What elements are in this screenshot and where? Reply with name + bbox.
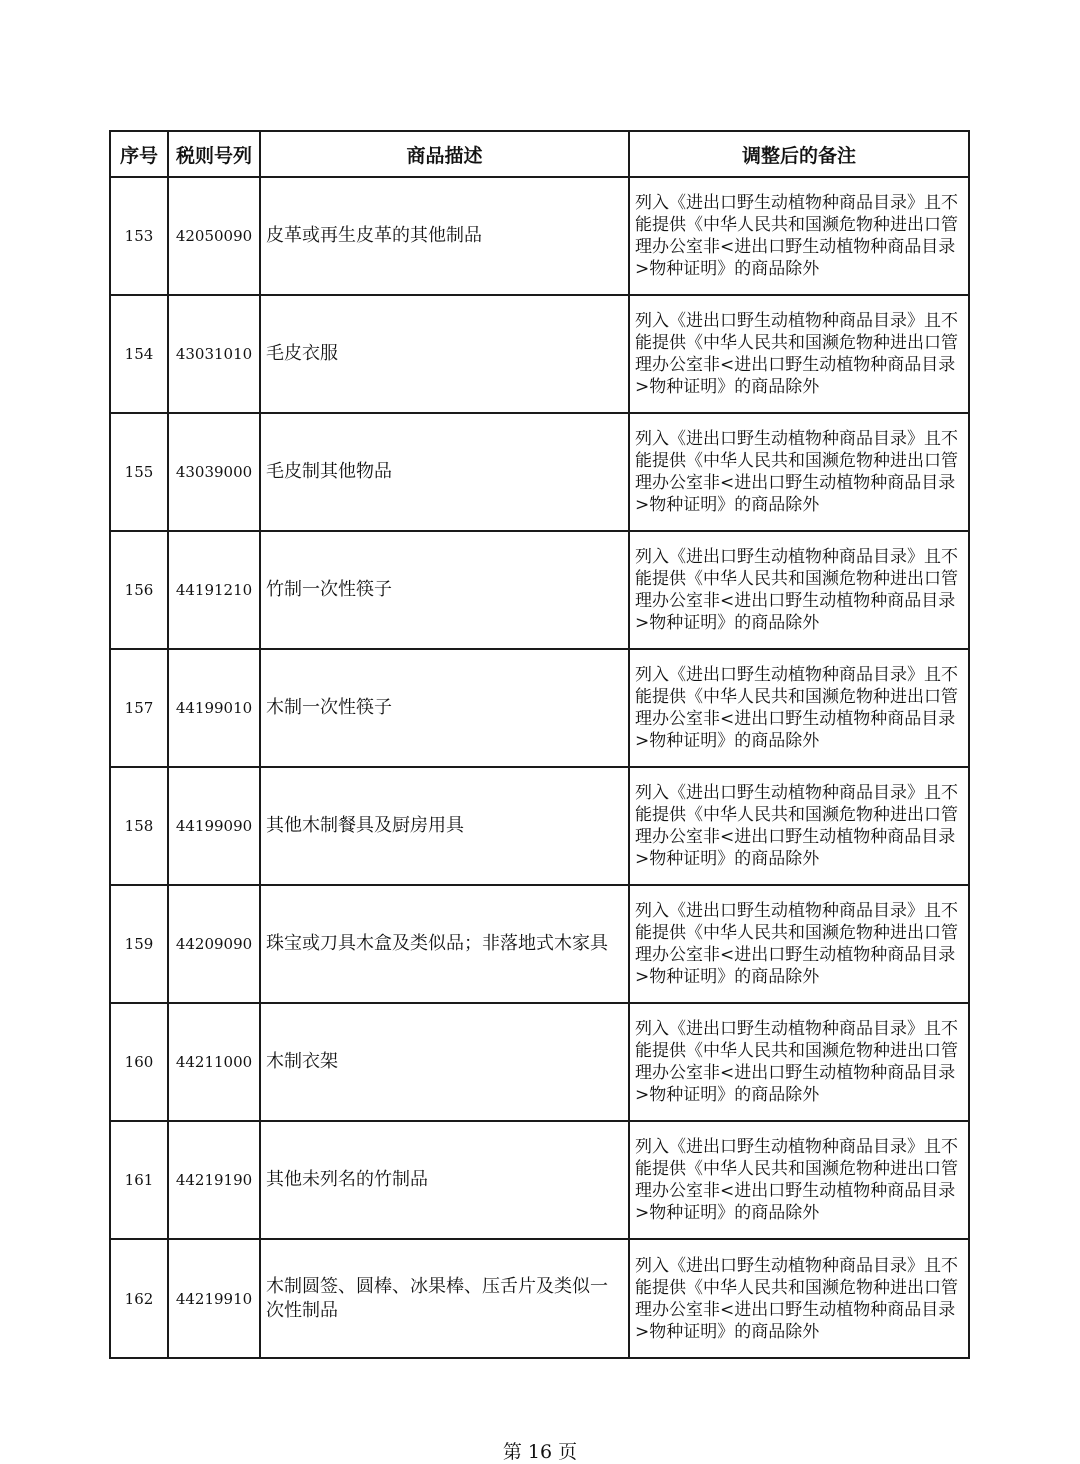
table-row: [110, 885, 969, 1003]
cell-desc: 木制衣架: [260, 1003, 629, 1121]
header-desc: 商品描述: [260, 131, 629, 177]
table-body: [110, 177, 969, 1358]
table-row: [110, 1121, 969, 1239]
cell-code: 44199010: [168, 649, 260, 767]
cell-code: 44211000: [168, 1003, 260, 1121]
cell-seq: 155: [110, 413, 168, 531]
cell-code: 44219910: [168, 1239, 260, 1358]
table-row: [110, 177, 969, 295]
cell-note: 列入《进出口野生动植物种商品目录》且不能提供《中华人民共和国濒危物种进出口管理办公室非<进出口野生动植物种商品目录>物种证明》的商品除外: [629, 885, 969, 1003]
table-row: [110, 295, 969, 413]
cell-seq: 161: [110, 1121, 168, 1239]
table-row: [110, 767, 969, 885]
cell-desc: 其他未列名的竹制品: [260, 1121, 629, 1239]
cell-seq: 154: [110, 295, 168, 413]
table-row: [110, 531, 969, 649]
cell-code: 44219190: [168, 1121, 260, 1239]
cell-note: 列入《进出口野生动植物种商品目录》且不能提供《中华人民共和国濒危物种进出口管理办公室非<进出口野生动植物种商品目录>物种证明》的商品除外: [629, 767, 969, 885]
cell-desc: 毛皮制其他物品: [260, 413, 629, 531]
page-number: 第 16 页: [502, 1441, 578, 1463]
cell-desc: 木制圆签、圆棒、冰果棒、压舌片及类似一次性制品: [260, 1239, 629, 1358]
table-header: [110, 131, 969, 177]
cell-seq: 160: [110, 1003, 168, 1121]
cell-seq: 153: [110, 177, 168, 295]
cell-desc: 竹制一次性筷子: [260, 531, 629, 649]
table-row: [110, 413, 969, 531]
cell-seq: 157: [110, 649, 168, 767]
cell-note: 列入《进出口野生动植物种商品目录》且不能提供《中华人民共和国濒危物种进出口管理办公室非<进出口野生动植物种商品目录>物种证明》的商品除外: [629, 649, 969, 767]
cell-desc: 皮革或再生皮革的其他制品: [260, 177, 629, 295]
header-code: 税则号列: [168, 131, 260, 177]
cell-seq: 159: [110, 885, 168, 1003]
header-note: 调整后的备注: [629, 131, 969, 177]
cell-seq: 162: [110, 1239, 168, 1358]
cell-seq: 158: [110, 767, 168, 885]
cell-desc: 毛皮衣服: [260, 295, 629, 413]
header-seq: 序号: [110, 131, 168, 177]
cell-note: 列入《进出口野生动植物种商品目录》且不能提供《中华人民共和国濒危物种进出口管理办公室非<进出口野生动植物种商品目录>物种证明》的商品除外: [629, 1121, 969, 1239]
cell-desc: 木制一次性筷子: [260, 649, 629, 767]
table-row: [110, 1239, 969, 1358]
cell-note: 列入《进出口野生动植物种商品目录》且不能提供《中华人民共和国濒危物种进出口管理办公室非<进出口野生动植物种商品目录>物种证明》的商品除外: [629, 1239, 969, 1358]
cell-code: 43039000: [168, 413, 260, 531]
cell-note: 列入《进出口野生动植物种商品目录》且不能提供《中华人民共和国濒危物种进出口管理办公室非<进出口野生动植物种商品目录>物种证明》的商品除外: [629, 531, 969, 649]
cell-code: 44191210: [168, 531, 260, 649]
cell-seq: 156: [110, 531, 168, 649]
cell-code: 44199090: [168, 767, 260, 885]
tariff-table: [109, 130, 970, 1359]
cell-desc: 珠宝或刀具木盒及类似品；非落地式木家具: [260, 885, 629, 1003]
cell-code: 44209090: [168, 885, 260, 1003]
table-row: [110, 649, 969, 767]
cell-code: 43031010: [168, 295, 260, 413]
cell-code: 42050090: [168, 177, 260, 295]
cell-note: 列入《进出口野生动植物种商品目录》且不能提供《中华人民共和国濒危物种进出口管理办公室非<进出口野生动植物种商品目录>物种证明》的商品除外: [629, 413, 969, 531]
table-row: [110, 1003, 969, 1121]
header-row: [110, 131, 969, 177]
cell-note: 列入《进出口野生动植物种商品目录》且不能提供《中华人民共和国濒危物种进出口管理办公室非<进出口野生动植物种商品目录>物种证明》的商品除外: [629, 295, 969, 413]
cell-note: 列入《进出口野生动植物种商品目录》且不能提供《中华人民共和国濒危物种进出口管理办公室非<进出口野生动植物种商品目录>物种证明》的商品除外: [629, 177, 969, 295]
cell-desc: 其他木制餐具及厨房用具: [260, 767, 629, 885]
cell-note: 列入《进出口野生动植物种商品目录》且不能提供《中华人民共和国濒危物种进出口管理办公室非<进出口野生动植物种商品目录>物种证明》的商品除外: [629, 1003, 969, 1121]
